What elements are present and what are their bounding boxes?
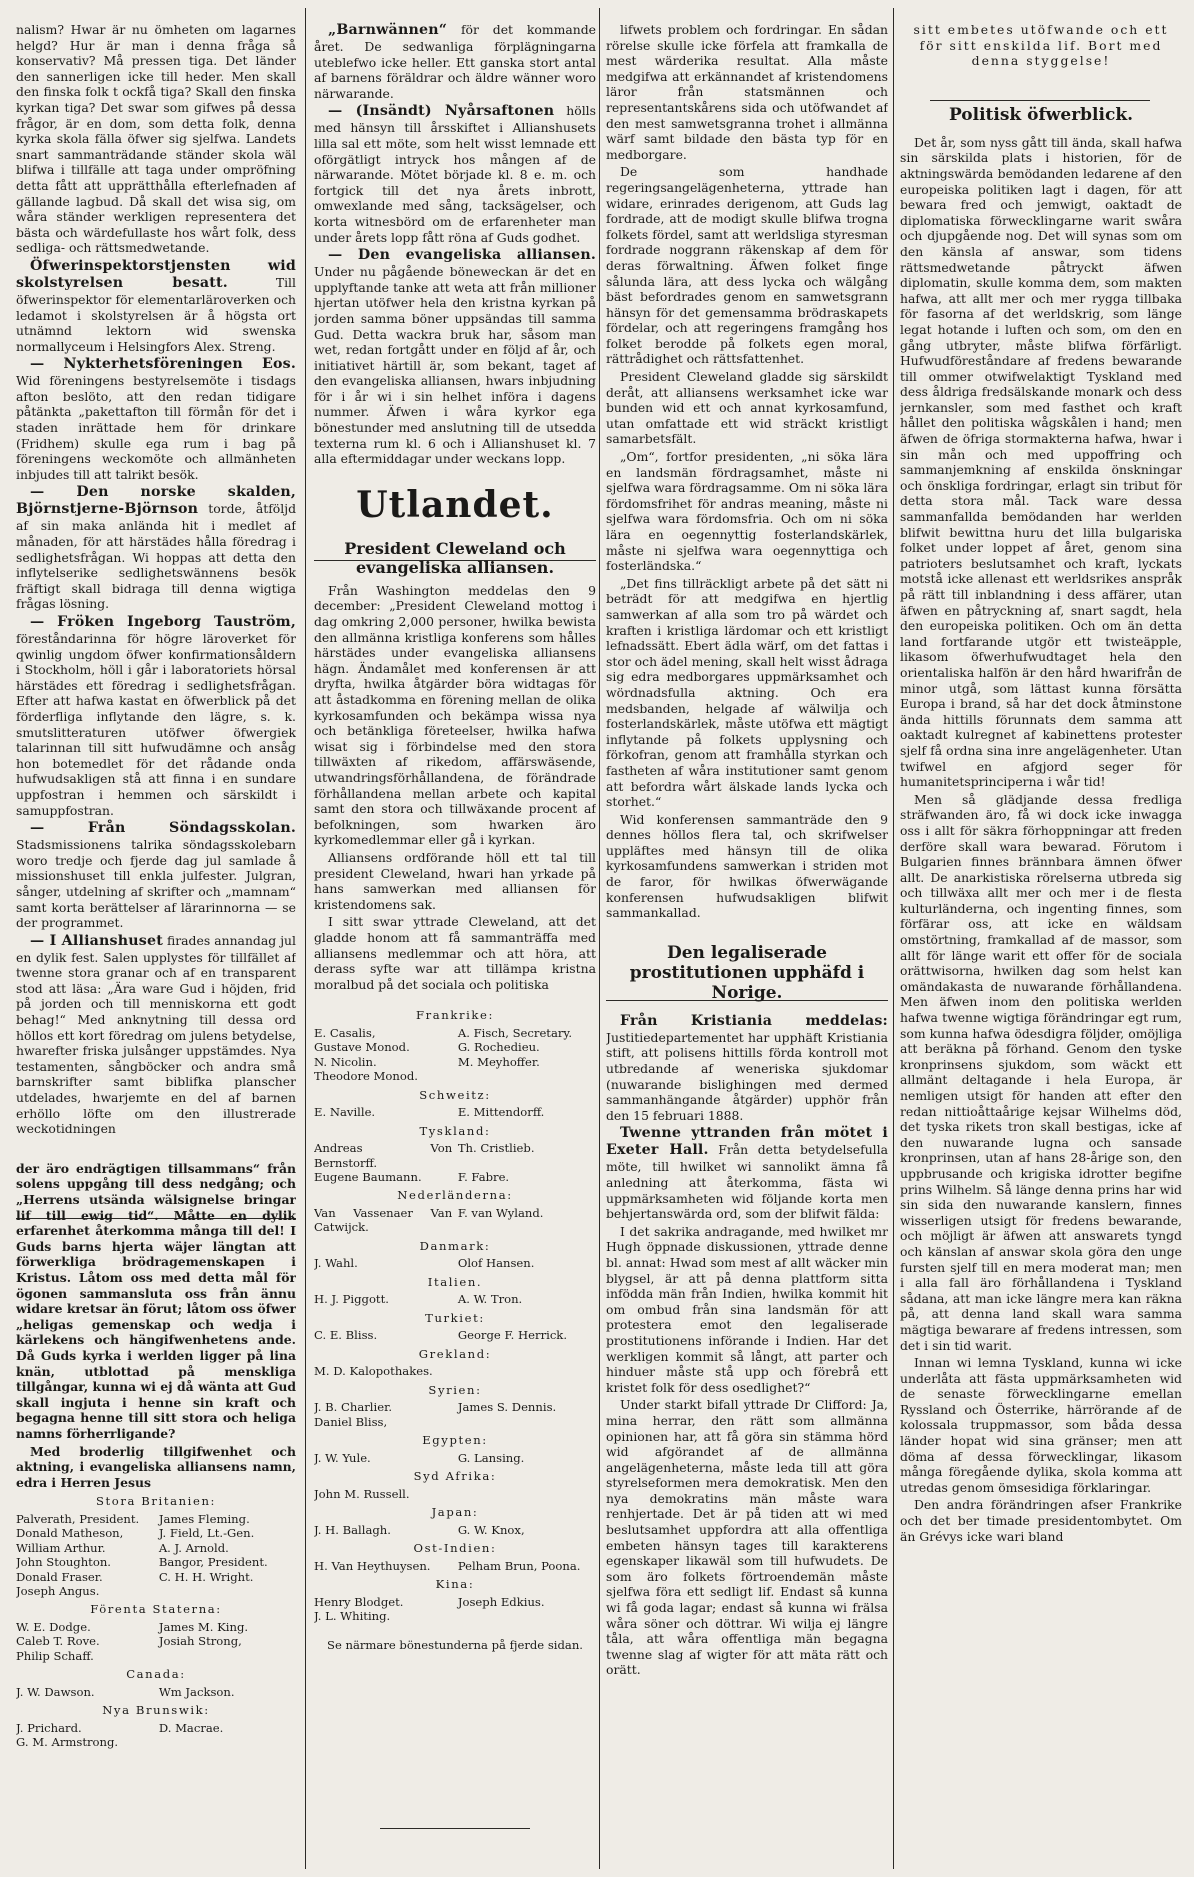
- signatory-country: Nederländerna:: [397, 1188, 513, 1203]
- signatory-names: [314, 1328, 596, 1342]
- paragraph: lifwets problem och fordringar. En sådan rörelse skulle icke förfela att framkalla de mest wärderika resultat. Alla måste medgifwa att erkännandet af kristendomens läror från statsmännen och representantskårens sida och utöfwandet af den mest samwetsgranna trohet i allmänna wärf samt bildade den bästa typ för en medborgare.: [606, 22, 888, 162]
- signatories: [16, 1494, 296, 1749]
- signatory-names: [16, 1685, 296, 1699]
- signatory-country: Tyskland:: [419, 1123, 491, 1138]
- article-body: [900, 135, 1182, 1544]
- signatory-names: [16, 1721, 296, 1750]
- paragraph: Det år, som nyss gått till ända, skall hafwa sin särskilda plats i historien, för de aktningswärda bemödanden ledarene af den europeiska politiken lagt i dagen, för att bewara fred och jemwigt, oaktadt de diplomatiska förwecklingarne warit swåra och djupgående nog. Det will synas som om den känsla af answar, som tidens rättsmedwetande påtryckt äfwen diplomatin, skulle komma dem, som makten hafwa, att allt mer och mer rygga tillbaka för fasorna af det werldskrig, som länge legat hotande i luften och som, om den en gång utbryter, måste blifwa förfärligt. Hufwudföreståndare af fredens bewarande till ommer otwifwelaktigt Tyskland med dess åldriga fredsälskande monark och dess jernkansler, som med fasthet och kraft hållet den politiska wågskålen i hand; men äfwen de öfriga stormakterna hafwa, hwar i sin mån och med uppoffring och sammanjemkning af enskilda önskningar och önskliga fordringar, erlagt sin tribut för detta stora mål. Tack ware dessa sammanfallda bemödanden har werlden blifwit bewittna huru det lilla bulgariska folket under loppet af året, genom sina patrioters beslutsamhet och kraft, lyckats motstå icke allenast ett werldsrikes anspråk på rätt till inblandning i dess affärer, utan äfwen en påtryckning af, snart sagdt, hela den europeiska politiken. Och om än detta land fortfarande utgör ett twisteäpple, likasom öfwerhufwudtaget hela den orientaliska halfön är den hård hwarifrån de minor utgå, som lättast kunna försätta Europa i brand, så har det dock åtminstone ända hittills förunnats dem samma att oaktadt kulregnet af kabinettens protester sjelf få ordna sina inre angelägenheter. Utan twifwel en afgjord seger för humanitetsprinciperna i wår tid!: [900, 134, 1182, 790]
- signatory-names: [314, 1206, 596, 1235]
- signatory-row: [314, 1487, 596, 1501]
- paragraph: der äro endrägtigen tillsammans“ från solens uppgång till dess nedgång; och „Herrens utsända wälsignelse bringar lif till ewig tid“. Måtte en dylik erfarenhet återkomma många till del! I Guds barns hjerta wäjer längtan att förwerkliga brödragemenskapen i Kristus. Låtom oss med detta mål för ögonen sammansluta oss från ännu widare kretsar än förut; låtom oss öfwer „heligas gemenskap och wedja i kärlekens och hängifwenhetens ande. Då Guds kyrka i werlden ligger på lina knän, utblottad på menskliga tillgångar, kunna wi ej då wänta att Gud skall ingjuta i henne sin kraft och begagna henne till sitt stora och heliga namns förherrligande?: [16, 1160, 296, 1441]
- signatory-country: Syd Afrika:: [413, 1469, 497, 1484]
- signatory-name: M. D. Kalopothakes.: [314, 1364, 433, 1379]
- signatory-row: [314, 1595, 596, 1609]
- signatory-row: [16, 1584, 296, 1598]
- item-headline: — Nykterhetsföreningen Eos.: [30, 356, 296, 373]
- signatory-name: F. Fabre.: [457, 1169, 510, 1184]
- signatory-row: [314, 1364, 596, 1378]
- signatory-country: Danmark:: [419, 1238, 491, 1253]
- signatory-name: Henry Blodget.: [314, 1594, 404, 1609]
- signatory-row: [16, 1570, 296, 1584]
- signatory-row: [314, 1040, 596, 1054]
- signatory-name: J. Prichard.: [16, 1720, 82, 1735]
- signatories: [314, 1008, 596, 1623]
- signatory-row: [314, 1069, 596, 1083]
- news-item: [606, 1125, 888, 1221]
- item-text: hölls med hänsyn till årsskiftet i Allianshusets lilla sal ett möte, som helt wisst lemnade ett oförgätligt intryck hos mången af de närwarande. Mötet började kl. 8 e. m. och fortgick till det nya årets inbrott, omwexlande med sång, tacksägelser, och korta witnesbörd om de erfarenheter man under årets lopp fått röna af Guds godhet.: [314, 103, 596, 245]
- item-text: för det kommande året. De sedwanliga förplägningarna uteblefwo icke heller. Ett ganska stort antal af barnens föräldrar och äldre wänner woro närwarande.: [314, 22, 596, 101]
- item-text: Justitiedepartementet har upphäft Kristiania stift, att polisens hittills förda kontroll mot utbredande af weneriska sjukdomar (nuwarande bislighingen med dermed sammanhängande åtgärder) upphör från den 15 februari 1888.: [606, 1029, 888, 1123]
- signatory-country: Canada:: [126, 1667, 186, 1682]
- column-divider: [305, 8, 306, 1869]
- signatory-country: Kina:: [435, 1577, 475, 1592]
- news-item: [314, 247, 596, 467]
- signatory-row: [16, 1541, 296, 1555]
- item-text: Wid föreningens bestyrelsemöte i tisdags afton beslöto, att den redan tidigare påtänkta „pakettafton till förmån för det i staden inrättade hem för drinkare (Fridhem) skulle ega rum i bag på föreningens weckomöte och allmänheten inbjudes till att talrikt besök.: [16, 373, 296, 482]
- signatory-names: [314, 1451, 596, 1465]
- signatory-names: [16, 1512, 296, 1598]
- signatory-name: C. H. H. Wright.: [158, 1569, 254, 1584]
- signatory-name: A. Fisch, Secretary.: [457, 1025, 573, 1040]
- paragraph: Wid konferensen sammanträde den 9 dennes höllos flera tal, och skrifwelser uppläftes med hänsyn till de olika kyrkosamfundens samwerkan i striden mot de faror, för hwilkas öfwerwägande konferensen hufwudsakligen blifwit sammankallad.: [606, 811, 888, 921]
- signatory-name: Eugene Baumann.: [314, 1169, 422, 1184]
- news-item: [606, 1397, 888, 1678]
- signatory-name: Andreas Von Bernstorff.: [314, 1141, 453, 1170]
- article-body: [314, 583, 596, 992]
- signatory-name: Palverath, President.: [16, 1511, 140, 1526]
- signatory-name: [458, 1609, 596, 1623]
- news-item: [16, 258, 296, 354]
- signatory-country: Turkiet:: [425, 1310, 485, 1325]
- signatory-name: Van Vassenaer Van Catwijck.: [314, 1205, 453, 1235]
- item-text: torde, åtföljd af sin maka anlända hit i medlet af månaden, för att härstädes hålla föredrag i sedlighetsfrågan. Wi hoppas att detta den inflytelserike sedlighetswännens besök fräftigt skall bidraga till denna wigtiga frågas lösning.: [16, 501, 296, 612]
- column-3: [606, 22, 888, 1865]
- signatory-name: C. E. Bliss.: [314, 1328, 378, 1343]
- signatory-names: [314, 1256, 596, 1270]
- article-title: President Cleweland och evangeliska alliansen.: [344, 538, 566, 577]
- news-item: [16, 614, 296, 818]
- signatory-row: [314, 1415, 596, 1429]
- signatory-country: Egypten:: [422, 1433, 488, 1448]
- signatory-names: [314, 1400, 596, 1429]
- article-title: Den legaliserade prostitutionen upphäfd i Norige.: [629, 942, 865, 1003]
- news-item: [606, 1224, 888, 1396]
- signatory-name: [159, 1584, 296, 1598]
- signatory-name: G. W. Knox,: [457, 1522, 525, 1537]
- signatory-name: Gustave Monod.: [314, 1040, 410, 1055]
- signatory-name: H. J. Piggott.: [314, 1292, 389, 1307]
- signatory-name: J. H. Ballagh.: [314, 1522, 391, 1537]
- signatory-name: J. W. Yule.: [314, 1450, 371, 1465]
- item-headline: „Barnwännen“: [328, 22, 448, 38]
- signatory-name: D. Macrae.: [158, 1720, 224, 1735]
- signatory-name: Wm Jackson.: [158, 1684, 235, 1699]
- signatory-name: E. Casalis,: [314, 1025, 376, 1040]
- signatory-name: N. Nicolin.: [314, 1054, 377, 1069]
- signatory-name: Caleb T. Rove.: [16, 1634, 100, 1649]
- column-divider: [599, 8, 600, 1869]
- item-headline: — Från Söndagsskolan.: [30, 820, 296, 837]
- signatory-name: G. M. Armstrong.: [16, 1735, 119, 1750]
- signatory-name: J. W. Dawson.: [16, 1684, 95, 1699]
- signatory-row: [16, 1634, 296, 1648]
- signatory-name: Donald Matheson,: [16, 1526, 124, 1541]
- item-headline: — I Allianshuset: [30, 932, 163, 949]
- signatory-row: [314, 1609, 596, 1623]
- paragraph: I sitt swar yttrade Cleweland, att det gladde honom att få sammanträffa med alliansens medlemmar och att höra, att derass syfte war att tillämpa kristna moralbud på det sociala och politiska: [314, 914, 596, 992]
- signatory-row: [16, 1721, 296, 1735]
- signatory-country: Stora Britanien:: [95, 1494, 217, 1509]
- signatory-country: Syrien:: [428, 1382, 482, 1397]
- signatory-names: [314, 1523, 596, 1537]
- signatory-row: [314, 1523, 596, 1537]
- signatory-name: [458, 1487, 596, 1501]
- article-title: Politisk öfwerblick.: [948, 104, 1134, 125]
- signatory-name: [159, 1649, 296, 1663]
- paragraph: nalism? Hwar är nu ömheten om lagarnes helgd? Hur är man i denna fråga så konservativ? Må pressen tiga. Det länder den sannerligen icke till heder. Men skall den finska folk t ockfå tiga? Skall den finska kyrkan tiga? Det swar som gifwes på dessa frågor, är en dom, som detta folk, denna kyrka skola fälla öfwer sig sjelfwa. Landets snart sammanträdande ständer skola wäl blifwa i tillfälle att taga under ompröfning detta fått att upprätthålla efterlefnaden af gällande lagbud. Då skall det wisa sig, om wåra ständer werkligen representera det bästa och wärdefullaste hos wårt folk, dess sedliga- och rättsmedwetande.: [16, 22, 296, 256]
- signatory-row: [314, 1055, 596, 1069]
- item-text: Till öfwerinspektor för elementarläroverken och ledamot i skolstyrelsen är å högsta ort utnämnd lektorn wid swenska normallyceum i Helsingfors Alex. Streng.: [16, 274, 296, 354]
- signatory-row: [16, 1526, 296, 1540]
- signatory-row: [314, 1105, 596, 1119]
- signatory-names: [16, 1620, 296, 1663]
- signatory-name: J. L. Whiting.: [314, 1609, 391, 1624]
- article-body: [606, 1013, 888, 1678]
- signatory-country: Grekland:: [418, 1346, 492, 1361]
- item-text: Under starkt bifall yttrade Dr Clifford: Ja, mina herrar, den rätt som allmänna opinionen har, att få göra sin stämma hörd wid afgörandet af de allmänna angelägenheterna, måste leda till att göra styrelseformen mera demokratisk. Men den nya demokratins män måste wara renhjertade. Det är på tiden att wi med beslutsamhet uppfordra att alla offentliga embeten hänsyn tages till karakterens egenskaper likawäl som till hufwudets. De som äro folkets förtroendemän måste sjelfwa föra ett sedligt lif. Endast så kunna wi få goda lagar; endast så kunna wi frälsa wåra söner och döttrar. Wi wilja ej längre tåla, att wåra offentliga män begagna twenne slag af wigter för att mäta rätt och orätt.: [606, 1397, 888, 1678]
- signatory-name: Pelham Brun, Poona.: [457, 1558, 581, 1573]
- signatory-country: Förenta Staterna:: [90, 1602, 222, 1617]
- paragraph: Alliansens ordförande höll ett tal till president Cleweland, hwari han yrkade på hans samwerkan med alliansen för kristendomens sak.: [314, 849, 596, 912]
- signatory-country: Nya Brunswik:: [102, 1703, 210, 1718]
- signatory-names: [314, 1292, 596, 1306]
- signatory-name: [159, 1735, 296, 1749]
- signatory-name: George F. Herrick.: [457, 1328, 568, 1343]
- signatory-name: James S. Dennis.: [457, 1400, 557, 1415]
- news-item: [16, 356, 296, 482]
- signatory-row: [314, 1141, 596, 1170]
- signatory-name: [458, 1069, 596, 1083]
- news-item: [314, 22, 596, 101]
- signatory-row: [314, 1026, 596, 1040]
- news-item: [16, 933, 296, 1137]
- item-headline: — (Insändt) Nyårsaftonen: [328, 103, 555, 120]
- paragraph: Men så glädjande dessa fredliga sträfwanden äro, få wi dock icke inwagga oss i allt för säkra förhoppningar att freden derföre skall wara bewarad. Förutom i Bulgarien finnes brännbara ämnen öfwer allt. De anarkistiska rörelserna utbreda sig och tillwäxa allt mer och mer i de flesta kulturländerna, och ingenting finnes, som förfärar oss, att icke en wäldsam omstörtning, framkallad af de massor, som allt för länge warit ett offer för de sociala orättwisorna, hwilken dag som helst kan omändakasta de nuwarande förhållandena. Men äfwen inom den politiska werlden hafwa twenne wigtiga förändringar egt rum, som kunna hafwa ödesdigra följder, omöjliga att beräkna på förhand. Genom den tyske kronprinsens sjukdom, som wäckt ett allmänt deltagande i hela Europa, är nemligen utsigt för handen att efter den redan nittioåttaårige kejsar Wilhelms död, det tyska rikets tron skall bestigas, icke af den nuwarande lugna och sansade kronprinsen, utan af hans 28-årige son, den uppbrusande och krigiska idrotter begifne prins Wilhelm. Så länge denna prins har wid sin sida den nuwarande kanslern, finnes wisserligen utsigt för fredens bewarande, och möjligt är äfwen att answarets tyngd och känslan af answar skola göra den unge fursten sjelf till en mera moderat man; men i alla fall äro förhållandena i Tyskland sådana, att man icke längre mera kan räkna på, att denna land skall wara samma mägtiga bewarare af fredens intressen, som det i sin tid warit.: [900, 791, 1182, 1353]
- article-body: [606, 22, 888, 921]
- signatory-name: H. Van Heythuysen.: [314, 1558, 431, 1573]
- signatory-country: Frankrike:: [415, 1008, 495, 1023]
- news-item: [16, 820, 296, 931]
- item-headline: — Den evangeliska alliansen.: [328, 247, 596, 264]
- signatory-name: Joseph Angus.: [16, 1583, 100, 1598]
- signatory-names: [314, 1105, 596, 1119]
- closing-salutation: Med broderlig tillgifwenhet och aktning, i evangeliska alliansens namn, edra i Herren Jesus: [16, 1443, 296, 1490]
- signatory-names: [314, 1595, 596, 1624]
- section-title: Utlandet.: [356, 483, 554, 526]
- news-items: [314, 22, 596, 467]
- signatory-country: Schweitz:: [419, 1087, 491, 1102]
- signatory-row: [16, 1512, 296, 1526]
- signatory-name: Donald Fraser.: [16, 1569, 103, 1584]
- signatory-name: E. Naville.: [314, 1105, 376, 1120]
- item-text: Stadsmissionens talrika söndagsskolebarn woro tredje och fjerde dag jul samlade å missionshuset till enkla julfester. Julgran, sånger, utdelning af skrifter och „mamnam“ samt korta berättelser af lärarinnorna — se der programmet.: [16, 837, 296, 931]
- item-headline: — Fröken Ingeborg Tauström,: [30, 614, 296, 630]
- signatory-name: Josiah Strong,: [158, 1634, 242, 1649]
- signatory-name: [458, 1364, 596, 1378]
- item-text: Från detta betydelsefulla möte, till hwilket wi sannolikt ämna få anledning att återkomma, fästa wi uppmärksamheten wid följande korta men behjertanswärda ord, som der blifwit fälda:: [606, 1142, 888, 1222]
- signatory-name: M. Meyhoffer.: [457, 1054, 540, 1069]
- signatory-row: [314, 1292, 596, 1306]
- signatory-row: [16, 1685, 296, 1699]
- signatory-row: [314, 1170, 596, 1184]
- column-4: [900, 22, 1182, 1865]
- signatory-row: [16, 1620, 296, 1634]
- news-item: [16, 484, 296, 612]
- signatory-names: [314, 1559, 596, 1573]
- signatory-row: [16, 1649, 296, 1663]
- signatory-name: Th. Cristlieb.: [457, 1141, 535, 1156]
- signatory-name: Daniel Bliss,: [314, 1414, 388, 1429]
- signatory-name: James Fleming.: [158, 1511, 250, 1526]
- paragraph: President Cleweland gladde sig särskildt deråt, att alliansens werksamhet icke war bunden wid ett och annat kyrkosamfund, utan omfattade ett wid sträckt kristligt samarbetsfält.: [606, 369, 888, 447]
- item-headline: Öfwerinspektorstjensten wid skolstyrelsen besatt.: [16, 257, 296, 291]
- signatory-names: [314, 1141, 596, 1184]
- signatory-name: J. Wahl.: [314, 1256, 358, 1271]
- column-1: [16, 22, 296, 1865]
- signatory-name: G. Lansing.: [457, 1450, 525, 1465]
- signatory-row: [314, 1328, 596, 1342]
- signatory-country: Japan:: [431, 1505, 479, 1520]
- signatory-name: William Arthur.: [16, 1540, 106, 1555]
- signatory-row: [314, 1256, 596, 1270]
- signatory-names: [314, 1487, 596, 1501]
- signatory-country: Italien.: [427, 1274, 483, 1289]
- signatory-name: John M. Russell.: [314, 1486, 410, 1501]
- paragraph: Innan wi lemna Tyskland, kunna wi icke underlåta att fästa uppmärksamheten wid de senaste förwecklingarne emellan Ryssland och Österrike, härrörande af de kolossala truppmassor, som båda dessa länder hopat wid sina gränser; men att döma af dessa förwecklingar, likasom många föregående dylika, skola komma att utredas genom ömsesidiga förklaringar.: [900, 1355, 1182, 1495]
- paragraph: „Det fins tillräckligt arbete på det sätt ni beträdt för att medgifwa en hjertlig samwerkan af alla som tro på wärdet och kraften i kristliga lärdomar och ett kristligt lefnadssätt. Ebert ädla wärf, om det fattas i stor och ädel mening, skall helt wisst ådraga sig edra medborgares uppmärksamhet och wördnadsfulla aktning. Och era medsbanden, helgade af wälwilja och fosterlandskärlek, måste utöfwa ett mägtigt inflytande på folkets upplysning och förkofran, genom att framhålla styrkan och fastheten af wåra institutioner samt genom att befordra wårt älskade lands lycka och storhet.“: [606, 575, 888, 810]
- signatory-name: J. Field, Lt.-Gen.: [158, 1526, 255, 1541]
- signatory-row: [314, 1559, 596, 1573]
- item-headline: Från Kristiania meddelas:: [620, 1012, 888, 1029]
- signatory-name: E. Mittendorff.: [457, 1105, 545, 1120]
- signatory-name: James M. King.: [158, 1619, 249, 1634]
- paragraph: Från Washington meddelas den 9 december: „President Cleweland mottog i dag omkring 2,000 personer, hwilka bewista den allmänna kristliga konferens som hålles härstädes under evangeliska alliansens hägn. Ändamålet med konferensen är att dryfta, hwilka åtgärder böra widtagas för att åstadkomma en förening mellan de olika kyrkosamfunden och bekämpa wissa nya och betänkliga företeelser, hwilka hafwa wisat sig i förbindelse med den stora tillwäxten af rikedom, affärswäsende, utwandringsförhållandena, de förändrade förhållandena mellan arbete och kapital samt den stora och tillwäxande procent af befolkningen, som hwarken äro kyrkomedlemmar eller gå i kyrkan.: [314, 582, 596, 848]
- signatory-names: [314, 1026, 596, 1084]
- signatory-row: [314, 1400, 596, 1414]
- signatory-names: [314, 1364, 596, 1378]
- item-text: Under nu pågående böneweckan är det en upplyftande tanke att weta att från millioner hjertan utöfwer hela den kristna kyrkan på jorden samma böner uppsändas till samma Gud. Detta wackra bruk har, såsom man wet, redan fortgått under en följd af år, och initiativet härtill är, som bekant, taget af den evangeliska alliansen, hwars inbjudning för i år wi i sin helhet införa i dagens nummer. Äfwen i wåra kyrkor ega bönestunder med anslutning till de utsedda texterna rum kl. 6 och i Allianshuset kl. 7 alla eftermiddagar under weckans lopp.: [314, 264, 596, 467]
- item-text: firades annandag jul en dylik fest. Salen upplystes för tillfället af twenne stora granar och af en transparent stod att läsa: „Ära ware Gud i höjden, frid på jorden och till menniskorna ett godt behag!“ Med anknytning till dessa ord höllos ett kort föredrag om julens betydelse, hwarefter friska julsånger uppstämdes. Nya testamenten, sångböcker och andra små barnskrifter samt biblifka planscher utdelades, hwarjemte en del af barnen erhöllo löfte om den illustrerade weckotidningen: [16, 932, 296, 1137]
- signatory-row: [314, 1206, 596, 1235]
- item-headline: — Den norske skalden, Björnstjerne-Björnson: [16, 484, 296, 518]
- signatory-name: Bangor, President.: [158, 1555, 268, 1570]
- signatory-row: [314, 1451, 596, 1465]
- signatory-name: John Stoughton.: [16, 1555, 111, 1570]
- column-2: [314, 22, 596, 1865]
- paragraph: De som handhade regeringsangelägenheterna, yttrade han widare, erinrades derigenom, att Guds lag fordrade, att de modigt skulle blifwa trogna folkets fördel, samt att werldsliga styresman fordrade noggrann räkenskap af dem för deras förwaltning. Äfwen folket finge sålunda lära, att dess lycka och wälgång bäst befordrades genom en samwetsgrann hänsyn för det gemensamma brödraskapets fördelar, och att regeringens framgång hos folket berodde på folkets egen moral, rättrådighet och rättsfattenhet.: [606, 164, 888, 367]
- news-items: [16, 258, 296, 1137]
- item-text: I det sakrika andragande, med hwilket mr Hugh öppnade diskussionen, yttrade denne bl. annat: Hwad som mest af allt wäcker min blygsel, är att på denna plattform sitta infödda män från Indien, hwilka kommit hit om ombud från sina landsmän för att protestera emot den legaliserade prostitutionens införande i Indien. Har det werkligen kommit så långt, att parter och hinduer måste stå upp och förebrå ett kristet folk för dess osedlighet?“: [606, 1223, 888, 1395]
- signatory-name: [458, 1415, 596, 1429]
- signatory-name: J. B. Charlier.: [314, 1400, 393, 1415]
- paragraph: Den andra förändringen afser Frankrike och det ber timade presidentombytet. Om än Grévys icke wari bland: [900, 1497, 1182, 1544]
- signatory-name: W. E. Dodge.: [16, 1619, 91, 1634]
- news-item: [606, 1013, 888, 1124]
- signatory-name: Philip Schaff.: [16, 1648, 94, 1663]
- signatory-country: Ost-Indien:: [413, 1541, 497, 1556]
- signatory-row: [16, 1735, 296, 1749]
- signatory-name: F. van Wyland.: [457, 1205, 544, 1220]
- news-item: [314, 103, 596, 245]
- signatory-name: G. Rochedieu.: [457, 1040, 540, 1055]
- signatory-row: [16, 1555, 296, 1569]
- signatory-name: Theodore Monod.: [314, 1069, 418, 1084]
- footnote: Se närmare bönestunderna på fjerde sidan.: [327, 1637, 583, 1652]
- paragraph: sitt embetes utöfwande och ett för sitt enskilda lif. Bort med denna styggelse!: [913, 22, 1169, 69]
- item-text: föreståndarinna för högre läroverket för qwinlig ungdom öfwer konfirmationsåldern i Stockholm, höll i går i laboratoriets hörsal härstädes ett föredrag i sedlighetsfrågan. Efter att hafwa kastat en öfwerblick på det förderfliga inflytande den lägre, s. k. smutslitteraturen utöfwer öfwergiek talarinnan till sitt hufwudämne och ansåg hon botemedlet för det rådande onda hufwudsakligen stå att finna i en sundare uppfostran i hemmen och särskildt i samuppfostran.: [16, 631, 296, 818]
- paragraph: „Om“, fortfor presidenten, „ni söka lära en landsmän fördragsamhet, måste ni sjelfwa wara fördragsamme. Om ni söka lära fördomsfrihet för andras meaning, måste ni sjelfwa wara fördomsfria. Och om ni söka lära en oegennyttig fosterlandskärlek, måste ni sjelfwa wara oegennyttiga och fosterländska.“: [606, 449, 888, 574]
- signatory-name: Joseph Edkius.: [457, 1594, 545, 1609]
- signatory-name: A. J. Arnold.: [158, 1540, 229, 1555]
- column-divider: [893, 8, 894, 1869]
- signatory-name: Olof Hansen.: [457, 1256, 535, 1271]
- signatory-name: A. W. Tron.: [457, 1292, 523, 1307]
- item-headline: Twenne yttranden från mötet i Exeter Hall.: [606, 1125, 888, 1159]
